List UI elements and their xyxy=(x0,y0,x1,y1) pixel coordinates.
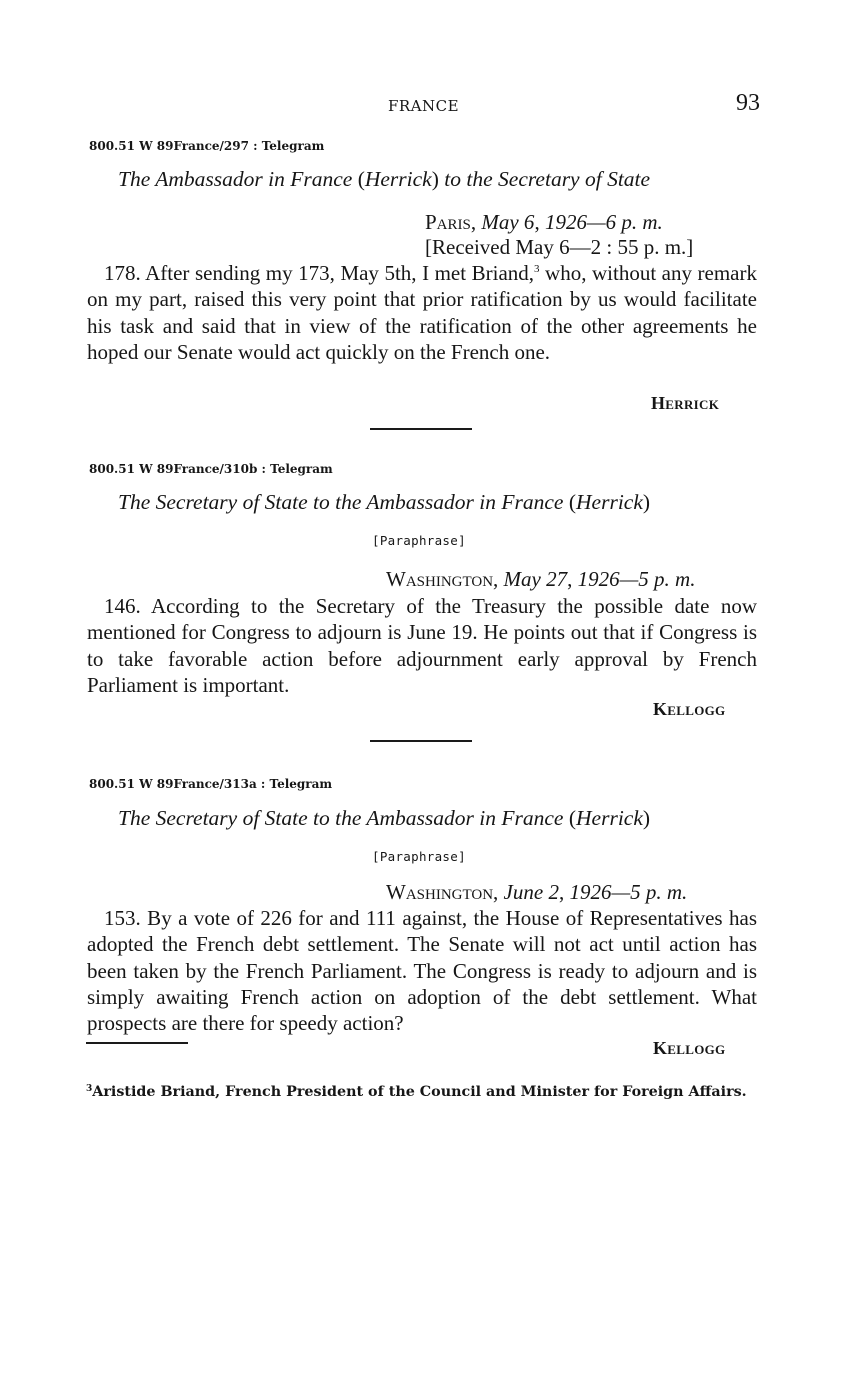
dateline xyxy=(386,567,695,592)
dateline-date: May 27 xyxy=(503,567,568,591)
body-text: 178. After sending my 173, May 5th, I met Briand, xyxy=(104,261,535,285)
footnote-marker: 3 xyxy=(86,1084,93,1094)
footnote-text: Aristide Briand, French President of the Council and Minister for Foreign Affairs. xyxy=(92,1084,747,1100)
title-paren: ( xyxy=(568,490,577,514)
title-text: to the Secretary of State xyxy=(438,167,651,191)
separator-rule xyxy=(370,740,472,742)
title-name: Herrick xyxy=(364,167,432,191)
footnote-reference: 3 xyxy=(534,263,540,275)
title-paren: ) xyxy=(642,490,651,514)
dateline-time: 1926—5 p. m. xyxy=(569,880,688,904)
telegram-body xyxy=(87,260,757,365)
title-text: The Ambassador in France xyxy=(118,167,358,191)
signature: Kellogg xyxy=(653,1038,726,1058)
title-text: The Secretary of State to the Ambassador in France xyxy=(118,806,569,830)
body-text: 146. According to the Secretary of the Treasury the possible date now mentioned for Congress to adjourn is June 19. He points out that if Congress is to take favorable action before adjournment early approval by French Parliament is important. xyxy=(87,594,757,697)
title-paren: ) xyxy=(431,167,439,191)
dateline-date: May 6 xyxy=(481,210,535,234)
dateline xyxy=(425,210,663,235)
body-text: who, without any remark on my part, raised this very point that prior ratification by us would facilitate his task and said that in view of the ratification of the other agreements he hoped our Senate would act quickly on the French one. xyxy=(87,261,757,364)
document-title xyxy=(118,167,650,192)
dateline-separator: , xyxy=(493,567,504,591)
dateline-date: June 2 xyxy=(503,880,559,904)
footnote xyxy=(86,1082,756,1102)
title-paren: ) xyxy=(642,806,651,830)
file-reference: 800.51 W 89France/313a : Telegram xyxy=(89,777,333,791)
title-paren: ( xyxy=(357,167,365,191)
title-name: Herrick xyxy=(576,490,643,514)
body-text: 153. By a vote of 226 for and 111 against, the House of Representatives has adopted the French debt settlement. The Senate will not act until action has been taken by the French Parliament. The Congress is ready to adjourn and is simply awaiting French action on adoption of the debt settlement. What prospects are there for speedy action? xyxy=(87,906,757,1036)
dateline-separator: , xyxy=(558,880,570,904)
received-line: [Received May 6—2 : 55 p. m.] xyxy=(425,235,694,259)
document-title xyxy=(118,490,650,515)
telegram-body xyxy=(87,593,757,698)
file-reference: 800.51 W 89France/310b : Telegram xyxy=(89,462,333,476)
footnote-rule xyxy=(86,1042,188,1044)
separator-rule xyxy=(370,428,472,430)
running-head: FRANCE xyxy=(388,97,460,115)
title-name: Herrick xyxy=(576,806,643,830)
dateline-place: Paris xyxy=(425,210,471,234)
file-reference: 800.51 W 89France/297 : Telegram xyxy=(89,139,325,153)
paraphrase-note: [Paraphrase] xyxy=(372,849,466,864)
document-title xyxy=(118,806,650,831)
title-text: The Secretary of State to the Ambassador in France xyxy=(118,490,569,514)
dateline-separator: , xyxy=(470,210,482,234)
signature: Herrick xyxy=(651,393,720,413)
page-number: 93 xyxy=(736,90,760,116)
telegram-body xyxy=(87,905,757,1036)
dateline-separator: , xyxy=(493,880,504,904)
signature: Kellogg xyxy=(653,699,726,719)
dateline-place: Washington xyxy=(386,880,494,904)
dateline xyxy=(386,880,687,905)
dateline-time: 1926—6 p. m. xyxy=(544,210,663,234)
dateline-time: 1926—5 p. m. xyxy=(577,567,696,591)
dateline-separator: , xyxy=(567,567,578,591)
dateline-separator: , xyxy=(534,210,545,234)
dateline-place: Washington xyxy=(386,567,494,591)
paraphrase-note: [Paraphrase] xyxy=(372,533,466,548)
title-paren: ( xyxy=(568,806,577,830)
